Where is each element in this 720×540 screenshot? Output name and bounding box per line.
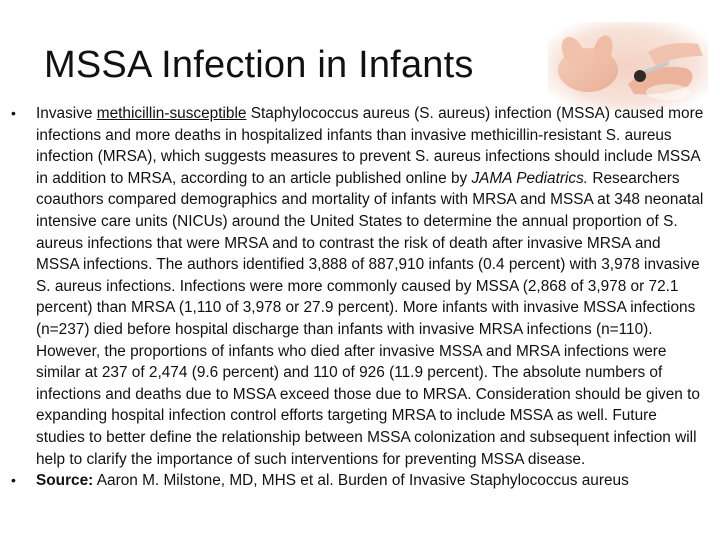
bullet-study-summary xyxy=(0,103,720,470)
bullet-list xyxy=(0,103,720,492)
summary-text-part: Researchers coauthors compared demographics and mortality of infants with MRSA and MSSA at 348 neonatal intensive care units (NICUs) around the United States to determine the annual proportion of S. aureus infections that were MRSA and to contrast the risk of death after invasive MRSA and MSSA infections. The authors identified 3,888 of 887,910 infants (0.4 percent) with 3,978 invasive S. aureus infections. Infections were more commonly caused by MSSA (2,868 of 3,978 or 72.1 percent) than MRSA (1,110 of 3,978 or 27.9 percent). More infants with invasive MSSA infections (n=237) died before hospital discharge than infants with invasive MRSA infections (n=110). However, the proportions of infants who died after invasive MSSA and MRSA infections were similar at 237 of 2,474 (9.6 percent) and 110 of 926 (11.9 percent). The absolute numbers of infections and deaths due to MSSA exceed those due to MRSA. Consideration should be given to expanding hospital infection control efforts targeting MRSA to include MSSA as well. Future studies to better define the relationship between MSSA colonization and subsequent infection will help to clarify the importance of such interventions for preventing MSSA disease. xyxy=(36,169,704,468)
underlined-term: methicillin-susceptible xyxy=(96,105,247,122)
summary-text-part: Invasive xyxy=(36,105,97,122)
bullet-marker: • xyxy=(11,472,16,489)
bullet-source xyxy=(0,470,720,492)
summary-text-part: Staphylococcus aureus (S. aureus) infection (MSSA) caused more infections and more deaths in hospitalized infants than invasive methicillin-resistant S. aureus infection (MRSA), which suggests measures to prevent S. aureus infections should include MSSA in addition to MRSA, according to an article published online by xyxy=(36,105,704,187)
source-label: Source: xyxy=(36,472,94,490)
source-citation: Aaron M. Milstone, MD, MHS et al. Burden of Invasive Staphylococcus aureus xyxy=(93,472,629,490)
infant-care-photo xyxy=(548,22,708,110)
journal-name: JAMA Pediatrics. xyxy=(471,169,589,187)
slide-title: MSSA Infection in Infants xyxy=(44,44,474,86)
bullet-marker: • xyxy=(11,105,16,121)
